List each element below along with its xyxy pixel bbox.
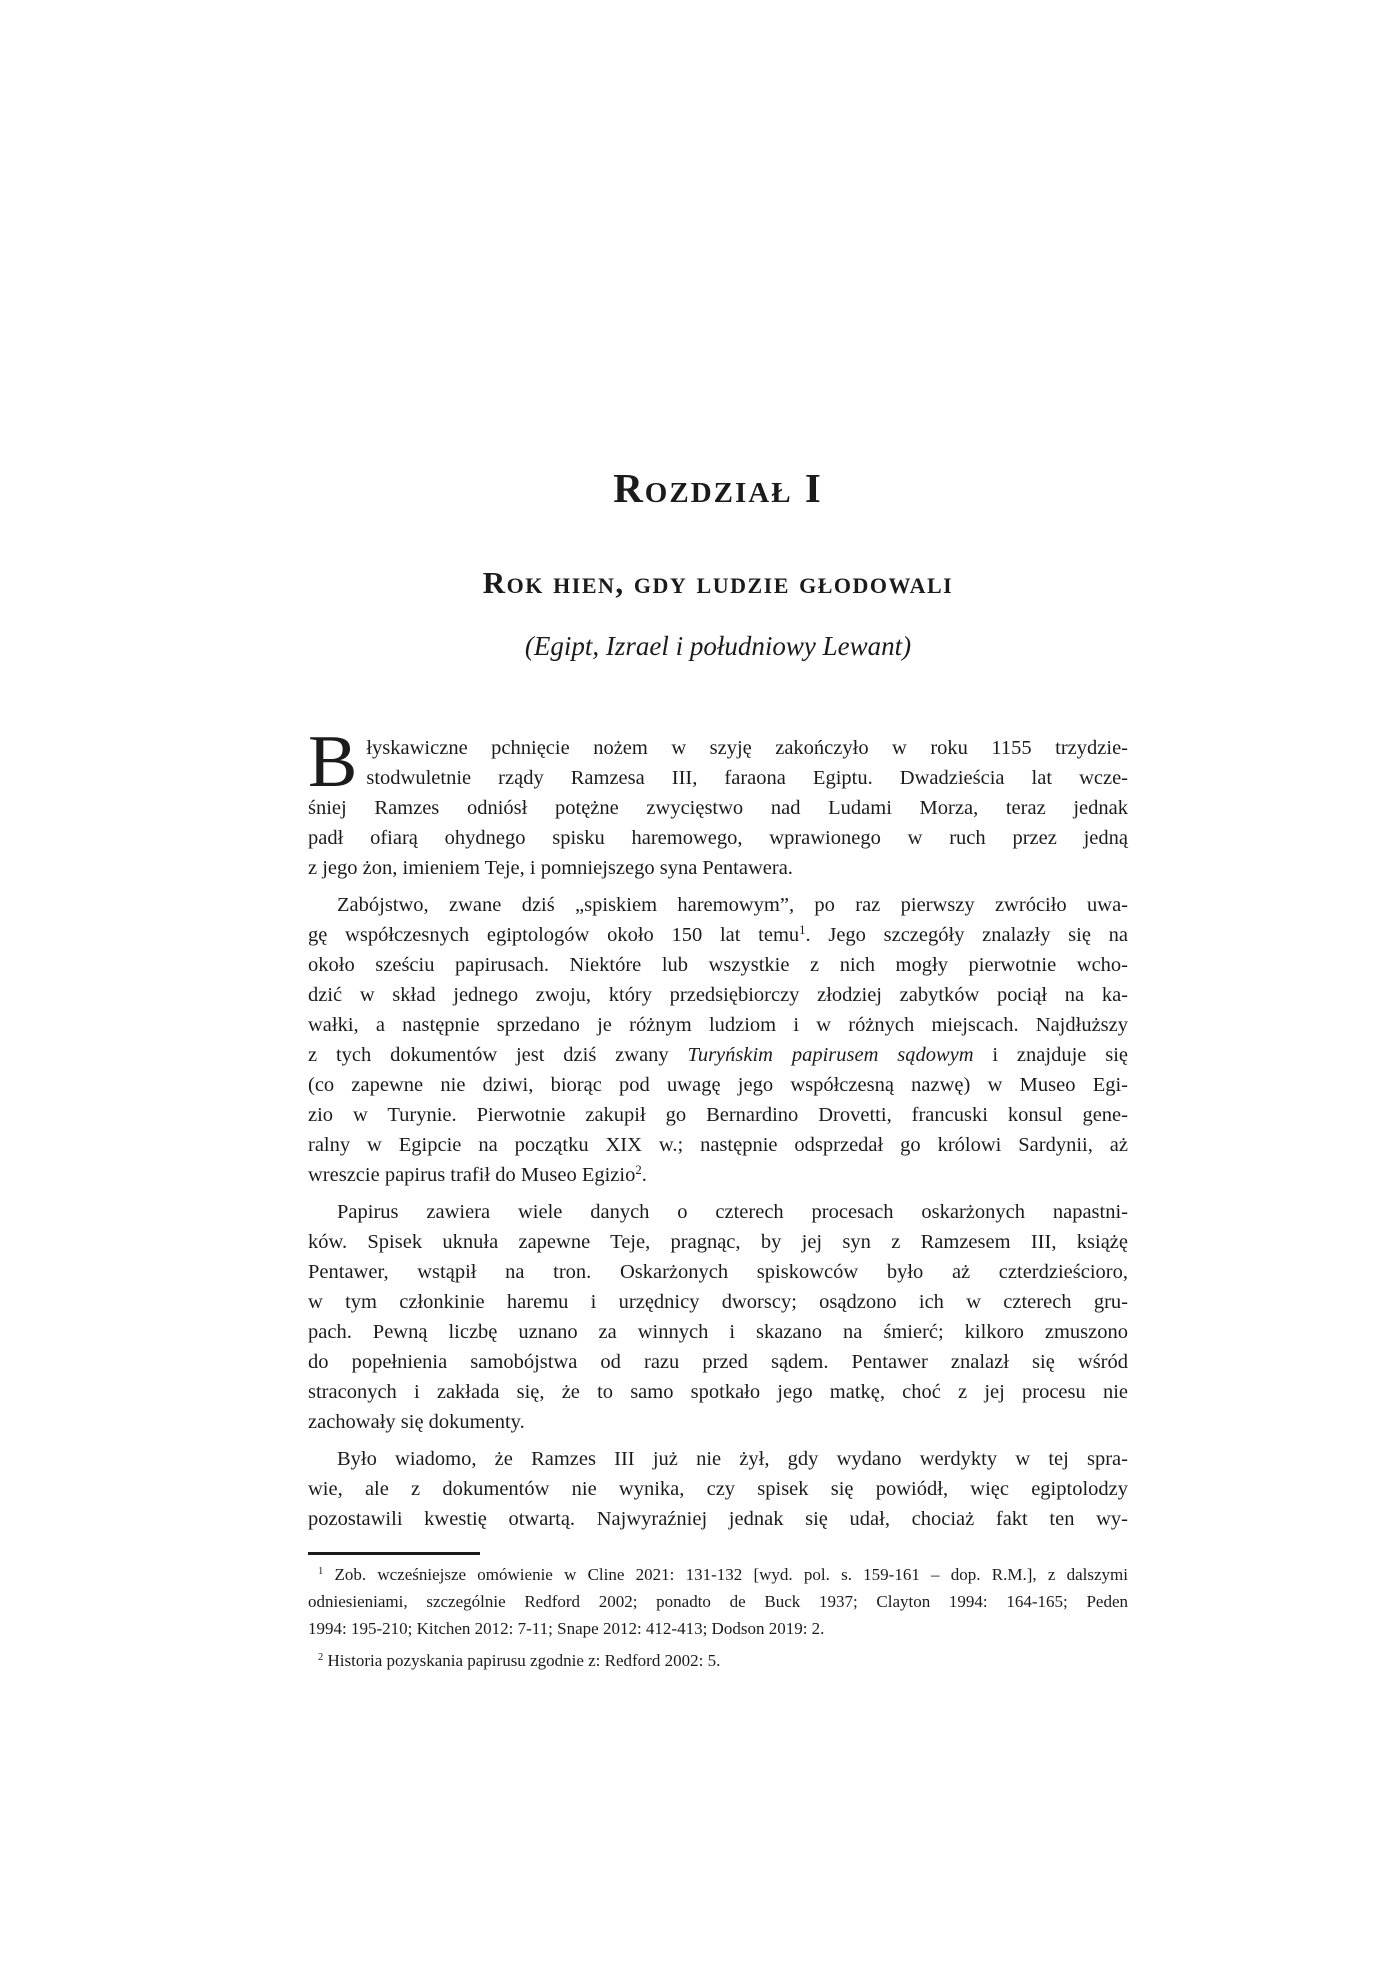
text-line: śniej Ramzes odniósł potężne zwycięstwo nad Ludami Morza, teraz jednak [308,797,1128,819]
footnote-ref-2: 2 [635,1163,642,1178]
text-segment: i znajduje się [973,1044,1128,1066]
text-segment: wreszcie papirus trafił do Museo Egizio [308,1164,636,1186]
text-line: wałki, a następnie sprzedano je różnym ludziom i w różnych miejscach. Najdłuższy [308,1014,1128,1036]
text-line: wie, ale z dokumentów nie wynika, czy spisek się powiódł, więc egiptolodzy [308,1478,1128,1500]
chapter-title: Rok hien, gdy ludzie głodowali [482,565,954,600]
footnote-line [308,1561,1128,1588]
text-segment: z tych dokumentów jest dziś zwany [308,1044,688,1066]
text-line: zio w Turynie. Pierwotnie zakupił go Bernardino Drovetti, francuski konsul gene- [308,1104,1128,1126]
footnote-line: odniesieniami, szczególnie Redford 2002; ponadto de Buck 1937; Clayton 1994: 164-165; Peden [308,1592,1128,1611]
footnote-separator-rule [308,1552,480,1555]
footnotes-section [308,1561,1128,1674]
footnote-ref-1: 1 [799,923,806,938]
text-line [308,920,1128,950]
chapter-number-heading: Rozdział I [613,465,823,511]
text-line: łyskawiczne pchnięcie nożem w szyję zakończyło w roku 1155 trzydzie- [366,737,1128,759]
paragraph-3 [308,1197,1128,1437]
text-line: ków. Spisek uknuła zapewne Teje, pragnąc, by jej syn z Ramzesem III, książę [308,1231,1128,1253]
footnote-line: 1994: 195-210; Kitchen 2012: 7-11; Snape 2012: 412-413; Dodson 2019: 2. [308,1619,825,1638]
text-line: z jego żon, imieniem Teje, i pomniejszego syna Pentawera. [308,857,793,879]
footnote-line [308,1647,1128,1674]
chapter-subtitle: (Egipt, Izrael i południowy Lewant) [524,631,912,661]
text-line: zachowały się dokumenty. [308,1411,525,1433]
text-segment: . Jego szczegóły znalazły się na [805,924,1128,946]
text-line: straconych i zakłada się, że to samo spotkało jego matkę, choć z jej procesu nie [308,1381,1128,1403]
paragraph-4 [308,1444,1128,1534]
text-line: pach. Pewną liczbę uznano za winnych i skazano na śmierć; kilkoro zmuszono [308,1321,1128,1343]
footnote-marker-2: 2 [318,1652,324,1664]
text-line: (co zapewne nie dziwi, biorąc pod uwagę jego współczesną nazwę) w Museo Egi- [308,1074,1128,1096]
text-line: stodwuletnie rządy Ramzesa III, faraona Egiptu. Dwadzieścia lat wcze- [366,767,1128,789]
text-line: Było wiadomo, że Ramzes III już nie żył, gdy wydano werdykty w tej spra- [337,1448,1128,1470]
text-line: ralny w Egipcie na początku XIX w.; następnie odsprzedał go królowi Sardynii, aż [308,1134,1128,1156]
footnote-text: Zob. wcześniejsze omówienie w Cline 2021: 131-132 [wyd. pol. s. 159-161 – dop. R.M.], z dalszymi [323,1565,1128,1584]
text-line: Papirus zawiera wiele danych o czterech procesach oskarżonych napastni- [337,1201,1128,1223]
text-line: pozostawili kwestię otwartą. Najwyraźniej jednak się udał, chociaż fakt ten wy- [308,1508,1128,1530]
footnote-2 [308,1647,1128,1674]
text-line: w tym członkinie haremu i urzędnicy dworscy; osądzono ich w czterech gru- [308,1291,1128,1313]
text-line: około sześciu papirusach. Niektóre lub wszystkie z nich mogły pierwotnie wcho- [308,954,1128,976]
text-line: padł ofiarą ohydnego spisku haremowego, wprawionego w ruch przez jedną [308,827,1128,849]
italicized-document-title: Turyńskim papirusem sądowym [687,1044,974,1066]
text-segment: . [641,1164,647,1186]
footnote-1 [308,1561,1128,1642]
text-line: Pentawer, wstąpił na tron. Oskarżonych spiskowców było aż czterdzieścioro, [308,1261,1128,1283]
paragraph-1 [308,721,1128,883]
drop-cap: B [308,721,358,803]
text-line: Zabójstwo, zwane dziś „spiskiem haremowym”, po raz pierwszy zwróciło uwa- [337,894,1128,916]
footnote-text: Historia pozyskania papirusu zgodnie z: Redford 2002: 5. [323,1651,721,1670]
text-line: dzić w skład jednego zwoju, który przedsiębiorczy złodziej zabytków pociął na ka- [308,984,1128,1006]
paragraph-2 [308,890,1128,1190]
body-text [308,721,1128,1534]
text-line [308,1160,1128,1190]
text-line: do popełnienia samobójstwa od razu przed sądem. Pentawer znalazł się wśród [308,1351,1128,1373]
text-segment: gę współczesnych egiptologów około 150 lat temu [308,924,800,946]
footnote-marker-1: 1 [318,1566,324,1578]
text-line [308,1040,1128,1070]
